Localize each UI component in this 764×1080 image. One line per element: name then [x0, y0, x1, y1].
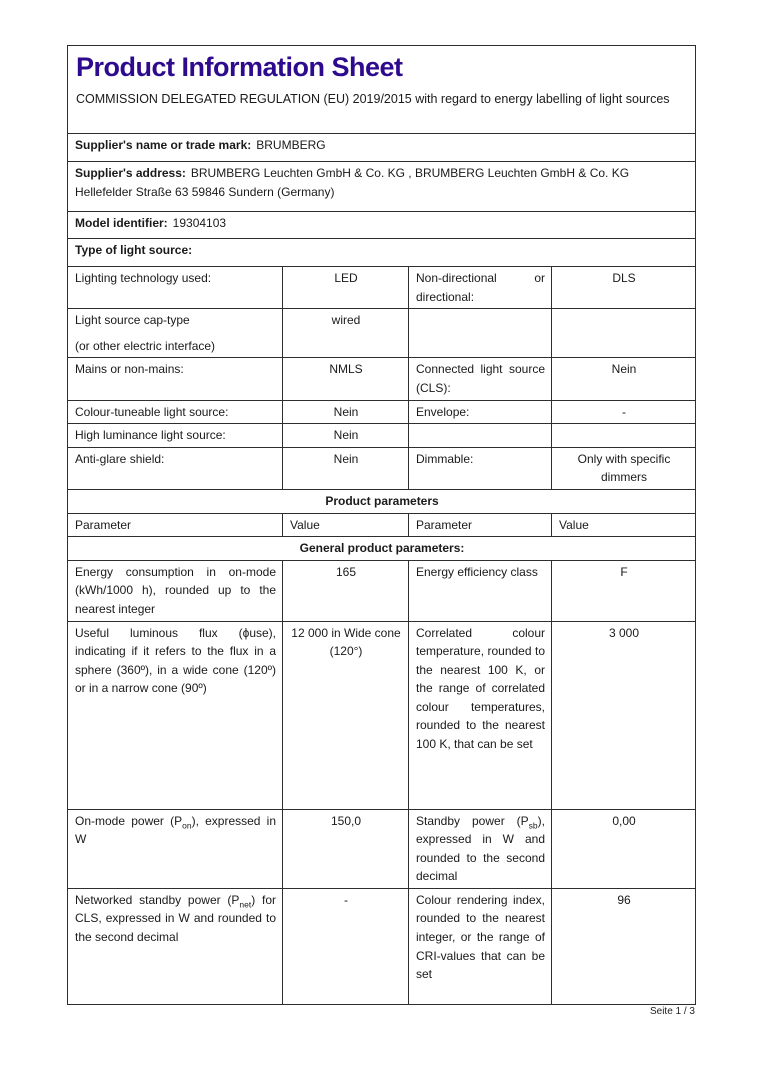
- param-value-cell: 3 000: [552, 621, 696, 809]
- product-parameters-header: Product parameters: [68, 489, 696, 513]
- param-value-cell: [552, 424, 696, 448]
- param-label-cell: Envelope:: [409, 400, 552, 424]
- subscript: on: [182, 819, 192, 830]
- table-row: [68, 267, 696, 309]
- supplier-address-row: [68, 162, 696, 212]
- param-value-cell: 0,00: [552, 809, 696, 888]
- param-label-cell: Energy efficiency class: [409, 560, 552, 621]
- param-value-cell: 96: [552, 888, 696, 1004]
- param-value-cell: LED: [283, 267, 409, 309]
- param-value-cell: Nein: [552, 358, 696, 400]
- param-label-cell: Colour rendering index, rounded to the nearest integer, or the range of CRI-values that can be set: [409, 888, 552, 1004]
- param-label-cell: [409, 309, 552, 358]
- supplier-address-cell: [68, 162, 696, 212]
- param-label-cell: Colour-tuneable light source:: [68, 400, 283, 424]
- supplier-name-cell: [68, 134, 696, 162]
- table-row: [68, 809, 696, 888]
- column-header: Value: [552, 513, 696, 537]
- supplier-address-label: Supplier's address:: [75, 166, 186, 180]
- supplier-name-row: [68, 134, 696, 162]
- param-label-part: ) for CLS, expressed in W and rounded to the second decimal: [75, 892, 276, 945]
- param-label-part: ), expressed in W: [75, 813, 277, 847]
- cap-type-line2: (or other electric interface): [75, 338, 216, 353]
- type-of-light-source-header: Type of light source:: [68, 239, 696, 267]
- table-row: [68, 447, 696, 489]
- param-label-cell: Lighting technology used:: [68, 267, 283, 309]
- table-row: [68, 309, 696, 358]
- param-value-cell: [552, 309, 696, 358]
- param-label-part: On-mode power (P: [75, 813, 183, 828]
- param-value-cell: Nein: [283, 400, 409, 424]
- page-number: Seite 1 / 3: [649, 1006, 695, 1017]
- param-label-cell: [68, 888, 283, 1004]
- table-row: [68, 621, 696, 809]
- model-identifier-label: Model identifier:: [75, 216, 168, 230]
- param-label-part: Networked standby power (P: [75, 892, 240, 907]
- param-value-cell: Nein: [283, 447, 409, 489]
- param-value-cell: Nein: [283, 424, 409, 448]
- param-value-cell: DLS: [552, 267, 696, 309]
- page-title: Product Information Sheet: [76, 52, 403, 82]
- param-label-cell: Connected light source (CLS):: [409, 358, 552, 400]
- param-label-cell: Energy consumption in on-mode (kWh/1000 h), rounded up to the nearest integer: [68, 560, 283, 621]
- table-row: [68, 358, 696, 400]
- param-value-cell: F: [552, 560, 696, 621]
- column-header: Value: [283, 513, 409, 537]
- regulation-subtitle: COMMISSION DELEGATED REGULATION (EU) 2019/2015 with regard to energy labelling of light sources: [76, 92, 670, 107]
- param-label-cell: [68, 809, 283, 888]
- table-row: [68, 424, 696, 448]
- product-info-table: [67, 45, 696, 1005]
- supplier-name-value: BRUMBERG: [256, 138, 326, 152]
- model-identifier-cell: [68, 212, 696, 239]
- param-label-cell: Correlated colour temperature, rounded to the nearest 100 K, or the range of correlated colour temperatures, rounded to the nearest 100 K, that can be set: [409, 621, 552, 809]
- product-information-sheet: [67, 45, 695, 1005]
- table-row: [68, 888, 696, 1004]
- param-label-cell: Mains or non-mains:: [68, 358, 283, 400]
- column-header: Parameter: [68, 513, 283, 537]
- supplier-address-value: BRUMBERG Leuchten GmbH & Co. KG , BRUMBERG Leuchten GmbH & Co. KG Hellefelder Straße 63 59846 Sundern (Germany): [75, 166, 630, 199]
- model-identifier-value: 19304103: [172, 216, 227, 230]
- param-label-cell: [68, 309, 283, 358]
- product-parameters-header-row: [68, 489, 696, 513]
- subscript: sb: [528, 819, 538, 830]
- param-label-cell: Non-directional or directional:: [409, 267, 552, 309]
- param-label-cell: Dimmable:: [409, 447, 552, 489]
- param-value-cell: wired: [283, 309, 409, 358]
- general-parameters-header: General product parameters:: [68, 537, 696, 561]
- param-value-cell: -: [283, 888, 409, 1004]
- param-label-cell: High luminance light source:: [68, 424, 283, 448]
- param-value-cell: -: [552, 400, 696, 424]
- title-row: [68, 46, 696, 134]
- param-value-cell: NMLS: [283, 358, 409, 400]
- general-parameters-header-row: [68, 537, 696, 561]
- param-label-cell: Anti-glare shield:: [68, 447, 283, 489]
- param-value-cell: Only with specific dimmers: [552, 447, 696, 489]
- model-identifier-row: [68, 212, 696, 239]
- supplier-name-label: Supplier's name or trade mark:: [75, 138, 252, 152]
- column-header: Parameter: [409, 513, 552, 537]
- subscript: net: [239, 899, 252, 910]
- table-row: [68, 560, 696, 621]
- param-label-part: ), expressed in W and rounded to the second decimal: [416, 813, 545, 884]
- param-value-cell: 12 000 in Wide cone (120°): [283, 621, 409, 809]
- param-label-cell: Useful luminous flux (ϕuse), indicating if it refers to the flux in a sphere (360º), in a wide cone (120º) or in a narrow cone (90º): [68, 621, 283, 809]
- type-of-light-source-row: [68, 239, 696, 267]
- table-row: [68, 400, 696, 424]
- param-label-part: Standby power (P: [416, 813, 529, 828]
- param-label-cell: [409, 424, 552, 448]
- param-value-cell: 165: [283, 560, 409, 621]
- column-header-row: [68, 513, 696, 537]
- param-label-cell: [409, 809, 552, 888]
- cap-type-line1: Light source cap-type: [75, 313, 190, 328]
- param-value-cell: 150,0: [283, 809, 409, 888]
- title-cell: [68, 46, 696, 134]
